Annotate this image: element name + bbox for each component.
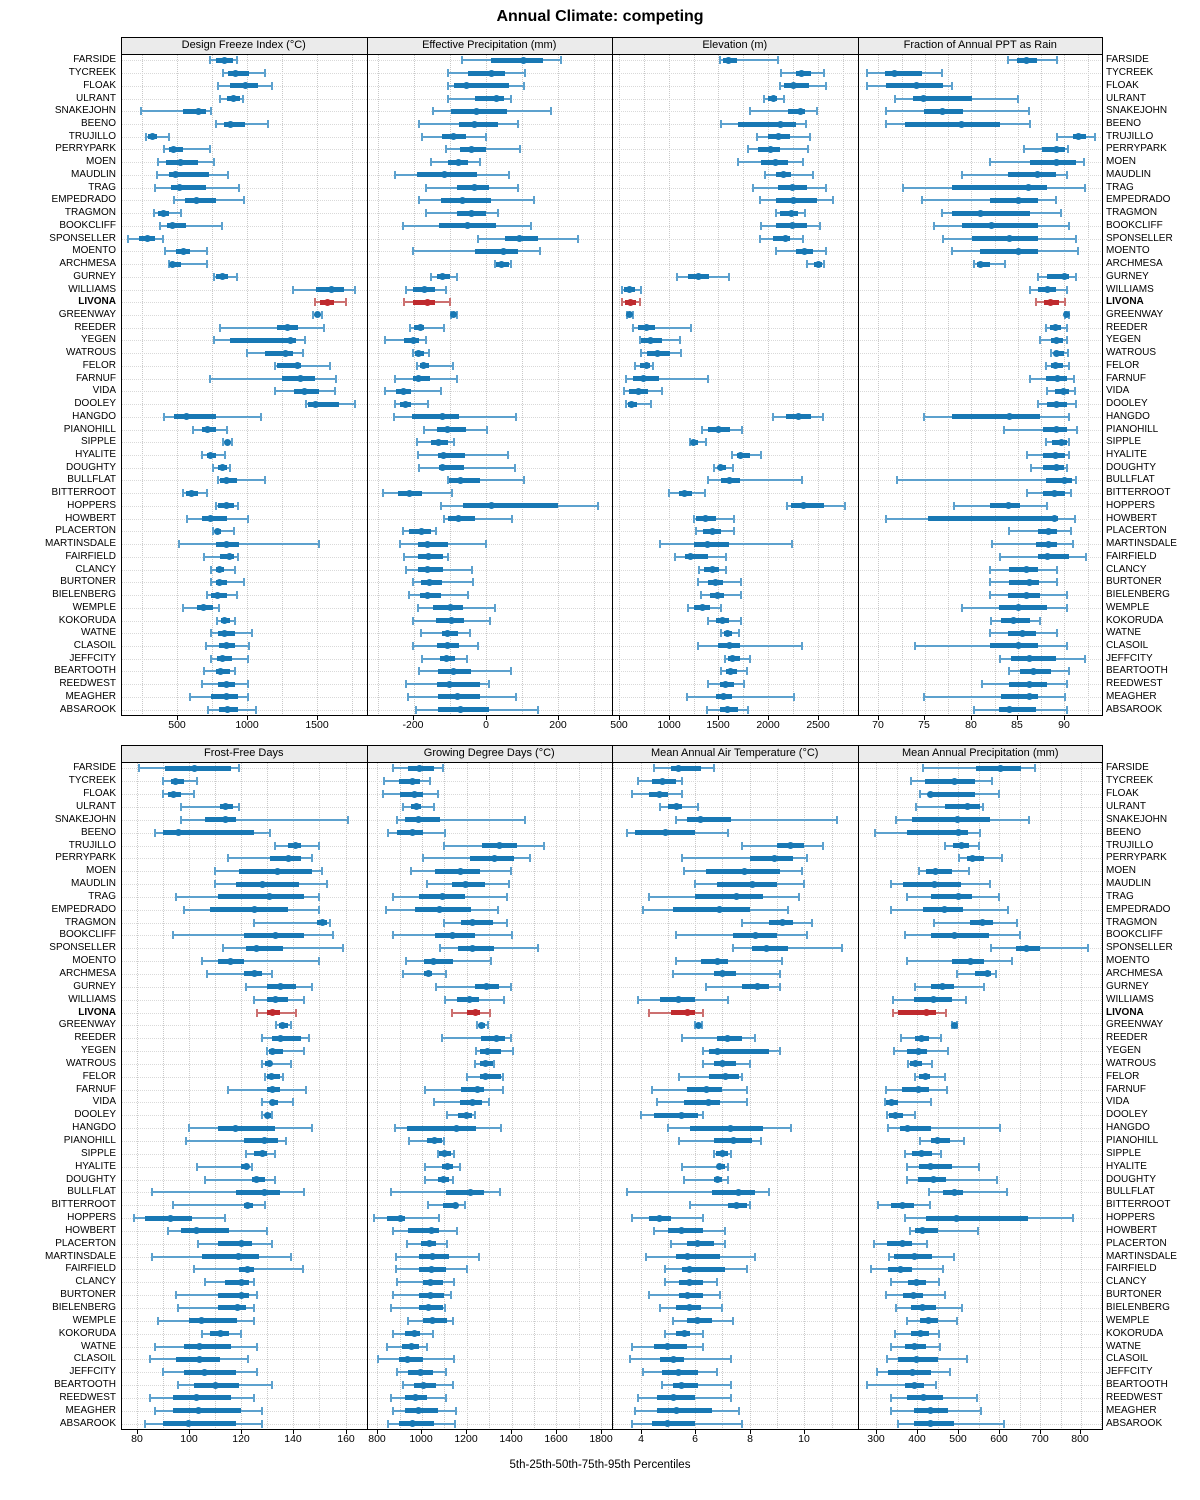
station-label-right: WEMPLE <box>1106 601 1150 613</box>
station-label-right: BURTONER <box>1106 576 1162 588</box>
station-label-left: BOOKCLIFF <box>59 929 116 941</box>
station-label-left: BITTERROOT <box>51 487 116 499</box>
station-label-left: WILLIAMS <box>68 283 116 295</box>
axis-tick-label: 100 <box>180 1433 198 1445</box>
station-label-right: DOUGHTY <box>1106 461 1156 473</box>
station-label-right: EMPEDRADO <box>1106 903 1171 915</box>
station-label-right: SPONSELLER <box>1106 232 1173 244</box>
panel-title: Frost-Free Days <box>204 747 284 759</box>
station-label-right: KOKORUDA <box>1106 614 1164 626</box>
chart-title: Annual Climate: competing <box>496 8 704 25</box>
station-label-left: WEMPLE <box>72 1314 116 1326</box>
station-label-right: WILLIAMS <box>1106 283 1154 295</box>
station-label-left: MOEN <box>86 865 116 877</box>
station-label-right: FELOR <box>1106 1070 1140 1082</box>
axis-tick-label: 1800 <box>589 1433 613 1445</box>
station-label-right: BEARTOOTH <box>1106 665 1168 677</box>
station-label-right: FLOAK <box>1106 79 1139 91</box>
axis-tick-label: 80 <box>131 1433 143 1445</box>
station-label-right: MOENTO <box>1106 955 1150 967</box>
station-label-right: TRUJILLO <box>1106 130 1154 142</box>
station-label-right: SNAKEJOHN <box>1106 105 1168 117</box>
station-label-left: BURTONER <box>60 576 116 588</box>
station-label-right: DOOLEY <box>1106 398 1148 410</box>
panel-title: Design Freeze Index (°C) <box>181 39 306 51</box>
station-label-right: FAIRFIELD <box>1106 550 1157 562</box>
station-label-right: HYALITE <box>1106 449 1147 461</box>
axis-tick-label: 80 <box>965 719 977 731</box>
axis-tick-label: 10 <box>798 1433 810 1445</box>
station-label-left: WATNE <box>81 627 116 639</box>
station-label-right: TRAGMON <box>1106 916 1158 928</box>
station-label-left: BEENO <box>80 118 116 130</box>
station-label-left: BURTONER <box>60 1289 116 1301</box>
station-label-right: TYCREEK <box>1106 775 1154 787</box>
station-label-right: SIPPLE <box>1106 1147 1142 1159</box>
station-label-left: YEGEN <box>80 1045 116 1057</box>
station-label-left: BEENO <box>80 826 116 838</box>
station-label-right: PLACERTON <box>1106 1237 1167 1249</box>
axis-tick-label: 1600 <box>544 1433 568 1445</box>
station-label-right: CLASOIL <box>1106 1353 1149 1365</box>
station-label-left: LIVONA <box>78 1006 116 1018</box>
station-label-right: FELOR <box>1106 359 1140 371</box>
station-label-left: JEFFCITY <box>69 1366 116 1378</box>
station-label-right: FARSIDE <box>1106 54 1149 66</box>
station-label-left: KOKORUDA <box>58 1327 116 1339</box>
station-label-right: BOOKCLIFF <box>1106 219 1163 231</box>
axis-tick-label: 8 <box>747 1433 753 1445</box>
station-label-right: HOWBERT <box>1106 512 1157 524</box>
station-label-left: SPONSELLER <box>49 232 116 244</box>
panel-title: Mean Annual Air Temperature (°C) <box>651 747 819 759</box>
station-label-left: FARNUF <box>76 372 116 384</box>
station-label-left: GREENWAY <box>58 308 116 320</box>
station-label-right: HANGDO <box>1106 1122 1150 1134</box>
station-label-left: FELOR <box>82 359 116 371</box>
station-label-left: EMPEDRADO <box>51 194 116 206</box>
station-label-left: WATROUS <box>66 347 116 359</box>
axis-tick-label: 70 <box>872 719 884 731</box>
station-label-right: HOWBERT <box>1106 1224 1157 1236</box>
station-label-right: FARSIDE <box>1106 762 1149 774</box>
panel-group-border <box>121 745 1103 1430</box>
axis-tick-label: 1500 <box>706 719 730 731</box>
station-label-right: JEFFCITY <box>1106 652 1153 664</box>
station-label-left: MEAGHER <box>65 690 116 702</box>
station-label-left: BULLFLAT <box>67 474 116 486</box>
station-label-left: TYCREEK <box>68 67 116 79</box>
station-label-left: MARTINSDALE <box>45 538 116 550</box>
axis-tick-label: 300 <box>867 1433 885 1445</box>
panel-group-border <box>121 37 1103 716</box>
station-label-left: FARNUF <box>76 1083 116 1095</box>
station-label-left: CLASOIL <box>73 639 116 651</box>
station-label-left: VIDA <box>92 385 116 397</box>
station-label-left: YEGEN <box>80 334 116 346</box>
station-label-left: PIANOHILL <box>63 423 116 435</box>
axis-tick-label: 1400 <box>499 1433 523 1445</box>
station-label-left: FLOAK <box>83 788 116 800</box>
panel-title: Fraction of Annual PPT as Rain <box>903 39 1057 51</box>
station-label-left: HOPPERS <box>67 1212 116 1224</box>
station-label-left: SNAKEJOHN <box>54 105 116 117</box>
station-label-right: MEAGHER <box>1106 1404 1157 1416</box>
station-label-right: HOPPERS <box>1106 1212 1155 1224</box>
station-label-right: SIPPLE <box>1106 436 1142 448</box>
station-label-right: MAUDLIN <box>1106 878 1152 890</box>
station-label-right: TRAGMON <box>1106 207 1158 219</box>
station-label-left: PLACERTON <box>55 1237 116 1249</box>
station-label-left: TRUJILLO <box>68 130 116 142</box>
station-label-left: PIANOHILL <box>63 1134 116 1146</box>
station-label-left: GURNEY <box>73 270 116 282</box>
station-label-left: FARSIDE <box>73 54 116 66</box>
station-label-left: BEARTOOTH <box>54 665 116 677</box>
station-label-right: TRAG <box>1106 890 1134 902</box>
station-label-right: WILLIAMS <box>1106 993 1154 1005</box>
station-label-right: CLASOIL <box>1106 639 1149 651</box>
station-label-left: MOEN <box>86 156 116 168</box>
station-label-left: DOOLEY <box>74 398 116 410</box>
axis-tick-label: 800 <box>368 1433 386 1445</box>
station-label-left: FAIRFIELD <box>65 550 116 562</box>
station-label-left: PERRYPARK <box>55 143 116 155</box>
station-label-right: BURTONER <box>1106 1289 1162 1301</box>
station-label-right: LIVONA <box>1106 1006 1144 1018</box>
station-label-left: DOUGHTY <box>66 461 116 473</box>
axis-tick-label: 2000 <box>756 719 780 731</box>
station-label-right: FARNUF <box>1106 1083 1146 1095</box>
station-label-left: HOWBERT <box>65 1224 116 1236</box>
station-label-right: TRUJILLO <box>1106 839 1154 851</box>
station-label-left: WATNE <box>81 1340 116 1352</box>
station-label-left: BITTERROOT <box>51 1199 116 1211</box>
axis-tick-label: 1000 <box>235 719 259 731</box>
axis-tick-label: 800 <box>1071 1433 1089 1445</box>
station-label-right: PIANOHILL <box>1106 1134 1159 1146</box>
station-label-left: HYALITE <box>75 1160 116 1172</box>
station-label-left: EMPEDRADO <box>51 903 116 915</box>
axis-tick-label: 500 <box>168 719 186 731</box>
axis-footer-label: 5th-25th-50th-75th-95th Percentiles <box>509 1459 691 1471</box>
station-label-right: VIDA <box>1106 385 1130 397</box>
station-label-left: BEARTOOTH <box>54 1379 116 1391</box>
station-label-left: FAIRFIELD <box>65 1263 116 1275</box>
axis-tick-label: 85 <box>1011 719 1023 731</box>
station-label-left: TYCREEK <box>68 775 116 787</box>
station-label-left: HANGDO <box>72 410 116 422</box>
station-label-right: SNAKEJOHN <box>1106 813 1168 825</box>
station-label-left: ULRANT <box>75 92 116 104</box>
station-label-right: REEDER <box>1106 1032 1148 1044</box>
station-label-right: WATNE <box>1106 627 1141 639</box>
station-label-right: PIANOHILL <box>1106 423 1159 435</box>
station-label-right: REEDWEST <box>1106 678 1163 690</box>
station-label-left: MARTINSDALE <box>45 1250 116 1262</box>
station-label-left: BULLFLAT <box>67 1186 116 1198</box>
station-label-left: MAUDLIN <box>70 878 116 890</box>
station-label-right: VIDA <box>1106 1096 1130 1108</box>
station-label-left: SPONSELLER <box>49 942 116 954</box>
panel-title: Effective Precipitation (mm) <box>422 39 557 51</box>
station-label-right: GURNEY <box>1106 980 1149 992</box>
station-label-left: REEDWEST <box>59 678 116 690</box>
station-label-left: HOWBERT <box>65 512 116 524</box>
station-label-left: WILLIAMS <box>68 993 116 1005</box>
axis-tick-label: 90 <box>1058 719 1070 731</box>
axis-tick-label: 400 <box>908 1433 926 1445</box>
station-label-right: BEARTOOTH <box>1106 1379 1168 1391</box>
axis-tick-label: 1500 <box>305 719 329 731</box>
panel-title: Mean Annual Precipitation (mm) <box>901 747 1059 759</box>
axis-tick-label: 1200 <box>454 1433 478 1445</box>
station-label-right: PERRYPARK <box>1106 852 1167 864</box>
station-label-right: TRAG <box>1106 181 1134 193</box>
axis-tick-label: -200 <box>402 719 424 731</box>
axis-tick-label: 75 <box>918 719 930 731</box>
station-label-left: DOOLEY <box>74 1109 116 1121</box>
station-label-left: HANGDO <box>72 1122 116 1134</box>
station-label-right: LIVONA <box>1106 296 1144 308</box>
station-label-right: GREENWAY <box>1106 1019 1164 1031</box>
station-label-right: MARTINSDALE <box>1106 1250 1177 1262</box>
station-label-right: MOENTO <box>1106 245 1150 257</box>
station-label-right: WATROUS <box>1106 347 1156 359</box>
station-label-right: EMPEDRADO <box>1106 194 1171 206</box>
station-label-right: BITTERROOT <box>1106 487 1171 499</box>
station-label-right: JEFFCITY <box>1106 1366 1153 1378</box>
station-label-right: GURNEY <box>1106 270 1149 282</box>
station-label-left: FELOR <box>82 1070 116 1082</box>
station-label-left: BIELENBERG <box>52 589 116 601</box>
station-label-left: VIDA <box>92 1096 116 1108</box>
station-label-right: YEGEN <box>1106 334 1142 346</box>
station-label-right: HOPPERS <box>1106 499 1155 511</box>
station-label-right: MAUDLIN <box>1106 168 1152 180</box>
station-label-left: LIVONA <box>78 296 116 308</box>
station-label-right: WEMPLE <box>1106 1314 1150 1326</box>
axis-tick-label: 0 <box>483 719 489 731</box>
station-label-right: MARTINSDALE <box>1106 538 1177 550</box>
station-label-left: MOENTO <box>72 245 116 257</box>
station-label-right: BEENO <box>1106 826 1142 838</box>
station-label-left: ULRANT <box>75 800 116 812</box>
station-label-left: REEDER <box>74 321 116 333</box>
station-label-left: SNAKEJOHN <box>54 813 116 825</box>
station-label-right: BIELENBERG <box>1106 589 1170 601</box>
station-label-right: FLOAK <box>1106 788 1139 800</box>
station-label-right: YEGEN <box>1106 1045 1142 1057</box>
station-label-right: MOEN <box>1106 156 1136 168</box>
station-label-right: BEENO <box>1106 118 1142 130</box>
station-label-right: REEDWEST <box>1106 1391 1163 1403</box>
station-label-left: CLANCY <box>75 1276 116 1288</box>
axis-tick-label: 700 <box>1031 1433 1049 1445</box>
station-label-right: SPONSELLER <box>1106 942 1173 954</box>
station-label-left: SIPPLE <box>80 436 116 448</box>
panel-title: Elevation (m) <box>702 39 768 51</box>
station-label-left: MOENTO <box>72 955 116 967</box>
station-label-right: DOOLEY <box>1106 1109 1148 1121</box>
station-label-right: HYALITE <box>1106 1160 1147 1172</box>
axis-tick-label: 200 <box>549 719 567 731</box>
station-label-left: ARCHMESA <box>59 967 116 979</box>
axis-tick-label: 6 <box>692 1433 698 1445</box>
station-label-left: TRAGMON <box>64 916 116 928</box>
station-label-right: ULRANT <box>1106 92 1147 104</box>
station-label-left: ABSAROOK <box>59 1417 116 1429</box>
station-label-left: REEDWEST <box>59 1391 116 1403</box>
station-label-left: WATROUS <box>66 1057 116 1069</box>
station-label-right: WATNE <box>1106 1340 1141 1352</box>
station-label-left: BOOKCLIFF <box>59 219 116 231</box>
station-label-right: MEAGHER <box>1106 690 1157 702</box>
station-label-left: GURNEY <box>73 980 116 992</box>
station-label-left: FLOAK <box>83 79 116 91</box>
station-label-left: WEMPLE <box>72 601 116 613</box>
station-label-right: TYCREEK <box>1106 67 1154 79</box>
station-label-right: ULRANT <box>1106 800 1147 812</box>
station-label-left: HYALITE <box>75 449 116 461</box>
station-label-right: REEDER <box>1106 321 1148 333</box>
station-label-left: CLANCY <box>75 563 116 575</box>
station-label-right: BITTERROOT <box>1106 1199 1171 1211</box>
station-label-left: KOKORUDA <box>58 614 116 626</box>
station-label-right: FARNUF <box>1106 372 1146 384</box>
station-label-right: ABSAROOK <box>1106 703 1163 715</box>
station-label-left: JEFFCITY <box>69 652 116 664</box>
station-label-left: PERRYPARK <box>55 852 116 864</box>
axis-tick-label: 4 <box>638 1433 644 1445</box>
station-label-right: BULLFLAT <box>1106 474 1155 486</box>
station-label-right: BULLFLAT <box>1106 1186 1155 1198</box>
station-label-left: TRAGMON <box>64 207 116 219</box>
station-label-left: REEDER <box>74 1032 116 1044</box>
station-label-right: GREENWAY <box>1106 308 1164 320</box>
station-label-left: ABSAROOK <box>59 703 116 715</box>
station-label-left: TRAG <box>88 181 116 193</box>
panel-title: Growing Degree Days (°C) <box>423 747 555 759</box>
station-label-right: ARCHMESA <box>1106 967 1163 979</box>
station-label-right: BOOKCLIFF <box>1106 929 1163 941</box>
station-label-left: FARSIDE <box>73 762 116 774</box>
station-label-left: BIELENBERG <box>52 1301 116 1313</box>
axis-tick-label: 500 <box>949 1433 967 1445</box>
station-label-left: TRUJILLO <box>68 839 116 851</box>
station-label-right: CLANCY <box>1106 563 1147 575</box>
station-label-right: PERRYPARK <box>1106 143 1167 155</box>
station-label-left: GREENWAY <box>58 1019 116 1031</box>
station-label-right: PLACERTON <box>1106 525 1167 537</box>
station-label-left: MAUDLIN <box>70 168 116 180</box>
station-label-left: ARCHMESA <box>59 258 116 270</box>
station-label-right: DOUGHTY <box>1106 1173 1156 1185</box>
axis-tick-label: 160 <box>337 1433 355 1445</box>
station-label-right: FAIRFIELD <box>1106 1263 1157 1275</box>
station-label-left: SIPPLE <box>80 1147 116 1159</box>
station-label-left: HOPPERS <box>67 499 116 511</box>
axis-tick-label: 2500 <box>806 719 830 731</box>
station-label-left: PLACERTON <box>55 525 116 537</box>
axis-tick-label: 120 <box>232 1433 250 1445</box>
axis-tick-label: 1000 <box>409 1433 433 1445</box>
station-label-right: ARCHMESA <box>1106 258 1163 270</box>
axis-tick-label: 600 <box>990 1433 1008 1445</box>
station-label-right: CLANCY <box>1106 1276 1147 1288</box>
station-label-right: HANGDO <box>1106 410 1150 422</box>
station-label-right: ABSAROOK <box>1106 1417 1163 1429</box>
station-label-left: CLASOIL <box>73 1353 116 1365</box>
station-label-right: BIELENBERG <box>1106 1301 1170 1313</box>
station-label-left: DOUGHTY <box>66 1173 116 1185</box>
station-label-left: MEAGHER <box>65 1404 116 1416</box>
axis-tick-label: 500 <box>610 719 628 731</box>
axis-tick-label: 1000 <box>657 719 681 731</box>
station-label-right: WATROUS <box>1106 1057 1156 1069</box>
station-label-left: TRAG <box>88 890 116 902</box>
station-label-right: KOKORUDA <box>1106 1327 1164 1339</box>
station-label-right: MOEN <box>1106 865 1136 877</box>
axis-tick-label: 140 <box>284 1433 302 1445</box>
